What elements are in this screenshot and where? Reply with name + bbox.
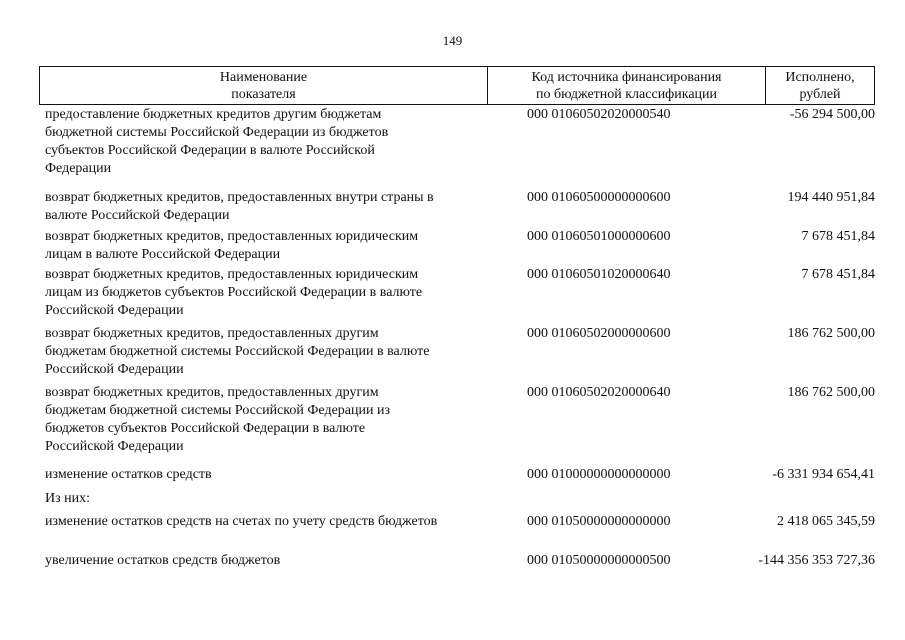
row-name: возврат бюджетных кредитов, предоставленных другим бюджетам бюджетной системы Российской Федерации из бюджетов субъектов Российской Федерации в валюте Российской Федерации: [45, 385, 391, 454]
row-amount: -6 331 934 654,41: [772, 467, 875, 482]
header-amount: Исполнено, рублей: [765, 67, 874, 104]
row-amount: 7 678 451,84: [801, 267, 875, 282]
page-number: 149: [442, 33, 463, 48]
row-code: 000 01060502020000640: [527, 385, 671, 400]
row-name: возврат бюджетных кредитов, предоставленных юридическим лицам в валюте Российской Федерации: [45, 229, 419, 262]
row-name: Из них:: [45, 491, 91, 506]
row-name: изменение остатков средств: [45, 467, 212, 482]
row-name: возврат бюджетных кредитов, предоставленных другим бюджетам бюджетной системы Российской Федерации в валюте Российской Федерации: [45, 326, 430, 377]
header-name: Наименование показателя: [219, 69, 308, 102]
row-code: 000 01050000000000500: [527, 553, 671, 568]
row-amount: 2 418 065 345,59: [777, 514, 875, 529]
row-amount: 186 762 500,00: [787, 326, 875, 341]
row-name: изменение остатков средств на счетах по учету средств бюджетов: [45, 514, 438, 529]
row-code: 000 01000000000000000: [527, 467, 671, 482]
row-name: увеличение остатков средств бюджетов: [45, 553, 281, 568]
row-code: 000 01060501000000600: [527, 229, 671, 244]
row-amount: 7 678 451,84: [801, 229, 875, 244]
row-name: возврат бюджетных кредитов, предоставленных внутри страны в валюте Российской Федерации: [45, 190, 434, 223]
row-code: 000 01060501020000640: [527, 267, 671, 282]
row-code: 000 01060500000000600: [527, 190, 671, 205]
row-amount: -144 356 353 727,36: [758, 553, 875, 568]
table-header: [39, 66, 875, 105]
row-amount: -56 294 500,00: [789, 107, 875, 122]
row-amount: 186 762 500,00: [787, 385, 875, 400]
row-name: предоставление бюджетных кредитов другим бюджетам бюджетной системы Российской Федерации из бюджетов субъектов Российской Федерации в валюте Российской Федерации: [45, 107, 389, 176]
header-code: Код источника финансирования по бюджетной классификации: [487, 67, 765, 104]
row-name: возврат бюджетных кредитов, предоставленных юридическим лицам из бюджетов субъектов Российской Федерации в валюте Российской Федерации: [45, 267, 423, 318]
row-code: 000 01050000000000000: [527, 514, 671, 529]
row-amount: 194 440 951,84: [787, 190, 875, 205]
row-code: 000 01060502020000540: [527, 107, 671, 122]
row-code: 000 01060502000000600: [527, 326, 671, 341]
